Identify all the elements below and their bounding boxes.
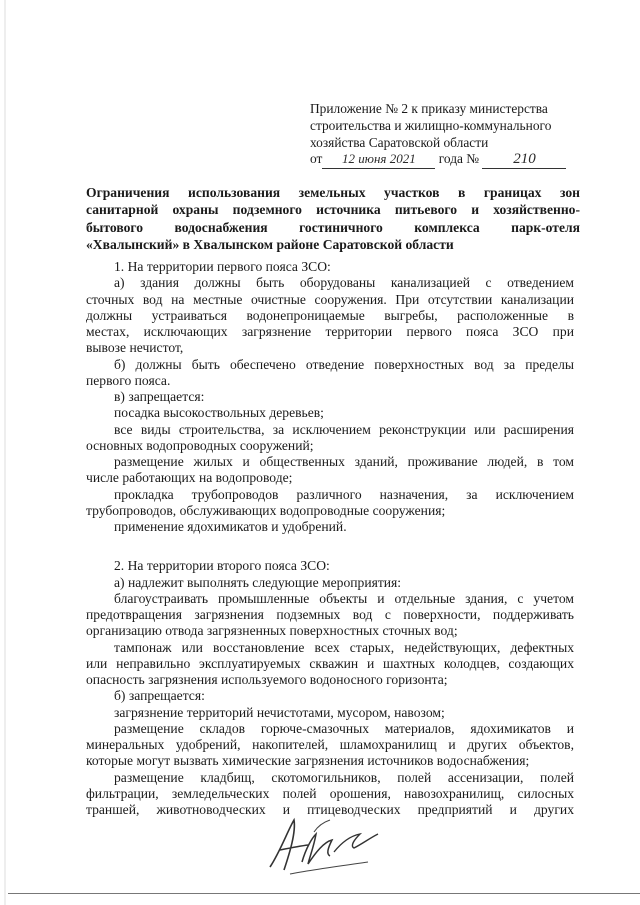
section-1-b-line-2: первого пояса. [86,372,171,388]
scan-edge-mark [4,0,6,905]
section-2-item-1-line-1: благоустраивать промышленные объекты и отдельные здания, с учетом [114,590,574,606]
section-1-a-line-5: вывозе нечистот, [86,340,184,356]
title-line-2: санитарной охраны подземного источника питьевого и хозяйственно- [86,202,580,218]
section-1-item-2-line-1: все виды строительства, за исключением реконструкции или расширения [114,421,574,437]
document-body [86,259,574,818]
handwritten-order-number: 210 [482,151,566,169]
appendix-line-3: хозяйства Саратовской области [310,134,489,150]
title-line-3: бытового водоснабжения гостиничного комплекса парк-отеля [86,219,580,235]
section-2-ban-2-line-3: которые могут вызвать химические загрязнения источников водоснабжения; [86,753,530,769]
section-1-b-line-1: б) должны быть обеспечено отведение поверхностных вод за пределы [114,356,574,372]
section-2-b: б) запрещается: [114,688,205,704]
section-1-item-3-line-2: числе работающих на водопроводе; [86,470,293,486]
section-1-item-2-line-2: основных водопроводных сооружений; [86,437,314,453]
appendix-line-1: Приложение № 2 к приказу министерства [310,101,548,116]
section-1-heading: 1. На территории первого пояса ЗСО: [114,259,331,274]
handwritten-signature [250,812,400,882]
section-2-item-2-line-2: или неправильно эксплуатируемых скважин и шахтных колодцев, создающих [86,655,574,671]
section-2-a: а) надлежит выполнять следующие мероприятия: [114,574,402,590]
section-2-item-2-line-3: опасность загрязнения используемого водоносного горизонта; [86,672,448,687]
section-1-a-line-1: а) здания должны быть оборудованы канализацией с отведением [114,275,574,291]
scan-bottom-edge [8,893,640,894]
section-1-item-5: применение ядохимикатов и удобрений. [114,519,347,534]
section-1-item-4-line-1: прокладка трубопроводов различного назначения, за исключением [114,486,574,502]
date-prefix: от [310,151,323,167]
section-2-ban-2-line-2: минеральных удобрений, накопителей, шламохранилищ и других объектов, [86,737,574,752]
section-2-ban-3-line-2: фильтрации, земледельческих полей орошения, навозохранилищ, силосных [86,785,574,801]
section-1-item-3-line-1: размещение жилых и общественных зданий, проживание людей, в том [114,454,574,469]
appendix-date-line [310,151,585,169]
section-2-heading: 2. На территории второго пояса ЗСО: [114,558,330,574]
section-1-a-line-4: местах, исключающих загрязнение территории первого пояса ЗСО при [86,324,574,339]
appendix-line-2: строительства и жилищно-коммунального [310,117,552,133]
appendix-block [310,101,585,169]
title-line-1: Ограничения использования земельных участков в границах зон [86,185,580,200]
year-label: года № [438,151,480,167]
handwritten-date: 12 июня 2021 [322,151,435,169]
section-2-item-1-line-2: предотвращения загрязнения подземных вод с поверхности, поддерживать [86,607,574,622]
section-2-ban-2-line-1: размещение складов горюче-смазочных материалов, ядохимикатов и [114,720,574,736]
title-line-4: «Хвалынский» в Хвалынском районе Саратовской области [86,237,454,253]
section-1-a-line-3: должны устраиваться водонепроницаемые выгребы, расположенные в [86,307,574,323]
section-2-item-2-line-1: тампонаж или восстановление всех старых, недействующих, дефектных [114,639,574,655]
document-title [86,184,580,254]
section-2-ban-1: загрязнение территорий нечистотами, мусором, навозом; [114,704,445,720]
section-2-item-1-line-3: организацию отвода загрязненных поверхностных сточных вод; [86,623,458,639]
section-1-v: в) запрещается: [114,389,205,404]
section-1-item-4-line-2: трубопроводов, обслуживающих водопроводные сооружения; [86,502,446,518]
section-1-a-line-2: сточных вод на местные очистные сооружения. При отсутствии канализации [86,291,574,307]
section-2-ban-3-line-3: траншей, животноводческих и птицеводческих предприятий и других [86,802,574,817]
section-gap [86,535,574,558]
section-2-ban-3-line-1: размещение кладбищ, скотомогильников, полей ассенизации, полей [114,769,574,785]
section-1-item-1: посадка высокоствольных деревьев; [114,405,324,421]
